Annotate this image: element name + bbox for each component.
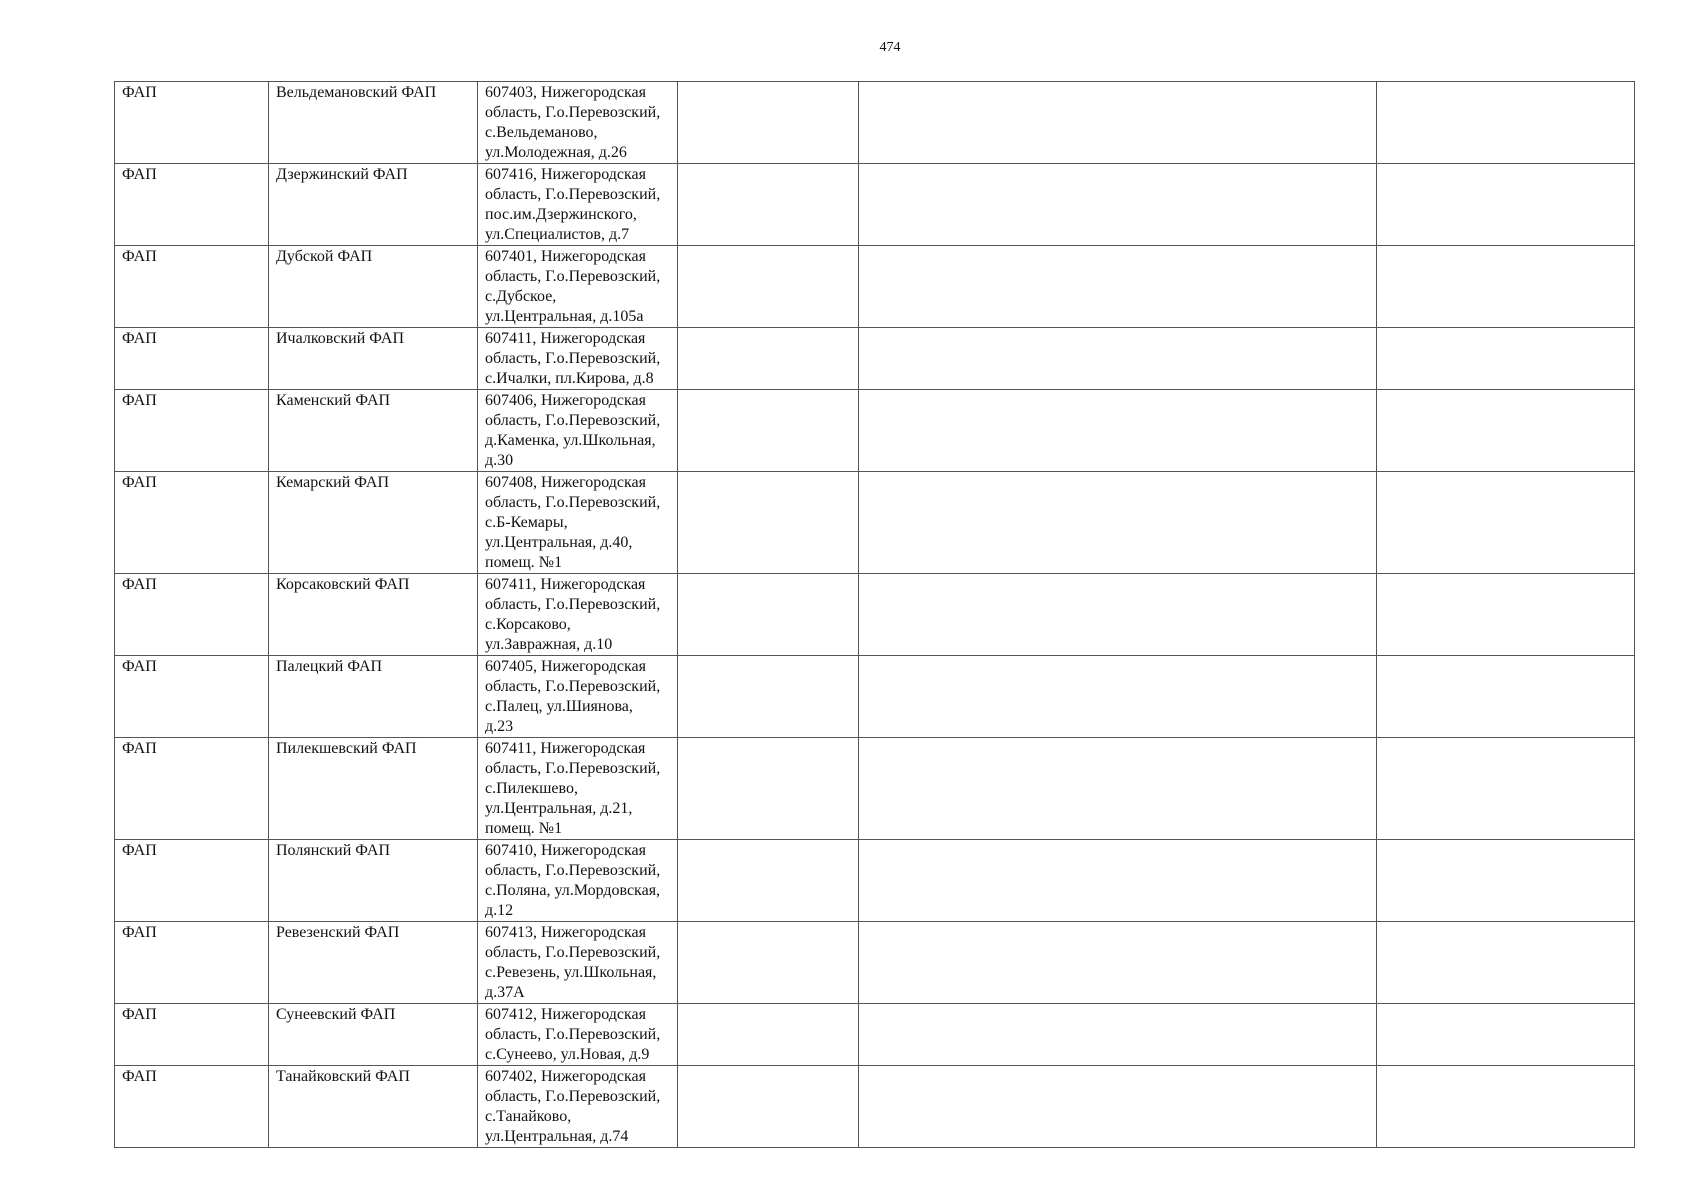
address-line: с.Корсаково,: [485, 616, 571, 633]
address-line: область, Г.о.Перевозский,: [485, 104, 661, 121]
address-line: 607411, Нижегородская: [485, 740, 646, 757]
address-line: с.Палец, ул.Шиянова,: [485, 698, 633, 715]
facility-type-cell: ФАП: [115, 328, 269, 390]
address-line: область, Г.о.Перевозский,: [485, 944, 661, 961]
facility-name-cell: Вельдемановский ФАП: [269, 82, 478, 164]
empty-cell-5: [859, 738, 1377, 840]
empty-cell-6: [1377, 328, 1635, 390]
address-line: с.Сунеево, ул.Новая, д.9: [485, 1046, 650, 1063]
table-row: [115, 328, 1635, 390]
facility-type-cell: ФАП: [115, 574, 269, 656]
page-number: 474: [879, 40, 901, 55]
facility-name-cell: Сунеевский ФАП: [269, 1004, 478, 1066]
empty-cell-6: [1377, 390, 1635, 472]
facility-name-cell: Дзержинский ФАП: [269, 164, 478, 246]
table-row: [115, 840, 1635, 922]
facility-type-cell: ФАП: [115, 164, 269, 246]
address-line: помещ. №1: [485, 820, 563, 837]
empty-cell-5: [859, 656, 1377, 738]
facility-address-cell: [478, 472, 678, 574]
address-line: 607411, Нижегородская: [485, 576, 646, 593]
address-line: д.23: [485, 718, 514, 735]
empty-cell-5: [859, 1004, 1377, 1066]
table-body: [115, 82, 1635, 1148]
empty-cell-6: [1377, 1066, 1635, 1148]
empty-cell-4: [678, 574, 859, 656]
address-line: 607411, Нижегородская: [485, 330, 646, 347]
empty-cell-4: [678, 472, 859, 574]
facility-type-cell: ФАП: [115, 472, 269, 574]
facility-type-cell: ФАП: [115, 1004, 269, 1066]
empty-cell-5: [859, 390, 1377, 472]
registry-table: [114, 81, 1635, 1148]
empty-cell-4: [678, 738, 859, 840]
empty-cell-4: [678, 922, 859, 1004]
address-line: с.Поляна, ул.Мордовская,: [485, 882, 661, 899]
address-line: ул.Молодежная, д.26: [485, 144, 627, 161]
empty-cell-6: [1377, 246, 1635, 328]
empty-cell-6: [1377, 656, 1635, 738]
empty-cell-6: [1377, 472, 1635, 574]
address-line: ул.Завражная, д.10: [485, 636, 613, 653]
address-line: область, Г.о.Перевозский,: [485, 494, 661, 511]
facility-name-cell: Каменский ФАП: [269, 390, 478, 472]
address-line: д.12: [485, 902, 514, 919]
address-line: 607401, Нижегородская: [485, 248, 646, 265]
facility-name-cell: Палецкий ФАП: [269, 656, 478, 738]
address-line: 607408, Нижегородская: [485, 474, 646, 491]
empty-cell-4: [678, 1066, 859, 1148]
address-line: область, Г.о.Перевозский,: [485, 186, 661, 203]
facility-address-cell: [478, 390, 678, 472]
facility-address-cell: [478, 82, 678, 164]
facility-name-cell: Дубской ФАП: [269, 246, 478, 328]
facility-type-cell: ФАП: [115, 922, 269, 1004]
facility-address-cell: [478, 164, 678, 246]
table-row: [115, 1004, 1635, 1066]
facility-name-cell: Ичалковский ФАП: [269, 328, 478, 390]
empty-cell-5: [859, 328, 1377, 390]
address-line: с.Вельдеманово,: [485, 124, 598, 141]
empty-cell-5: [859, 82, 1377, 164]
empty-cell-5: [859, 472, 1377, 574]
facility-name-cell: Танайковский ФАП: [269, 1066, 478, 1148]
facility-address-cell: [478, 656, 678, 738]
empty-cell-5: [859, 922, 1377, 1004]
address-line: область, Г.о.Перевозский,: [485, 678, 661, 695]
address-line: с.Ревезень, ул.Школьная,: [485, 964, 657, 981]
facility-type-cell: ФАП: [115, 246, 269, 328]
table-row: [115, 656, 1635, 738]
empty-cell-6: [1377, 840, 1635, 922]
facility-name-cell: Ревезенский ФАП: [269, 922, 478, 1004]
facility-address-cell: [478, 738, 678, 840]
table-row: [115, 82, 1635, 164]
empty-cell-4: [678, 246, 859, 328]
empty-cell-6: [1377, 82, 1635, 164]
empty-cell-6: [1377, 1004, 1635, 1066]
facility-type-cell: ФАП: [115, 656, 269, 738]
empty-cell-4: [678, 328, 859, 390]
address-line: 607412, Нижегородская: [485, 1006, 646, 1023]
empty-cell-6: [1377, 574, 1635, 656]
facility-type-cell: ФАП: [115, 738, 269, 840]
table-row: [115, 574, 1635, 656]
table-row: [115, 246, 1635, 328]
empty-cell-4: [678, 82, 859, 164]
address-line: ул.Специалистов, д.7: [485, 226, 630, 243]
facility-type-cell: ФАП: [115, 1066, 269, 1148]
table-row: [115, 164, 1635, 246]
address-line: область, Г.о.Перевозский,: [485, 760, 661, 777]
table-row: [115, 922, 1635, 1004]
address-line: область, Г.о.Перевозский,: [485, 1026, 661, 1043]
facility-name-cell: Корсаковский ФАП: [269, 574, 478, 656]
address-line: область, Г.о.Перевозский,: [485, 862, 661, 879]
facility-type-cell: ФАП: [115, 82, 269, 164]
address-line: ул.Центральная, д.40,: [485, 534, 633, 551]
address-line: область, Г.о.Перевозский,: [485, 350, 661, 367]
empty-cell-5: [859, 246, 1377, 328]
empty-cell-4: [678, 840, 859, 922]
facility-address-cell: [478, 840, 678, 922]
table-row: [115, 390, 1635, 472]
empty-cell-4: [678, 1004, 859, 1066]
facility-address-cell: [478, 922, 678, 1004]
empty-cell-4: [678, 656, 859, 738]
empty-cell-6: [1377, 164, 1635, 246]
facility-address-cell: [478, 246, 678, 328]
facility-name-cell: Кемарский ФАП: [269, 472, 478, 574]
facility-type-cell: ФАП: [115, 840, 269, 922]
address-line: с.Дубское,: [485, 288, 557, 305]
address-line: ул.Центральная, д.21,: [485, 800, 633, 817]
empty-cell-5: [859, 1066, 1377, 1148]
address-line: область, Г.о.Перевозский,: [485, 596, 661, 613]
facility-address-cell: [478, 1004, 678, 1066]
address-line: д.30: [485, 452, 514, 469]
address-line: область, Г.о.Перевозский,: [485, 412, 661, 429]
address-line: 607406, Нижегородская: [485, 392, 646, 409]
empty-cell-4: [678, 164, 859, 246]
address-line: 607416, Нижегородская: [485, 166, 646, 183]
empty-cell-5: [859, 574, 1377, 656]
address-line: ул.Центральная, д.105а: [485, 308, 644, 325]
table-row: [115, 472, 1635, 574]
empty-cell-6: [1377, 922, 1635, 1004]
address-line: область, Г.о.Перевозский,: [485, 268, 661, 285]
address-line: 607410, Нижегородская: [485, 842, 646, 859]
address-line: с.Пилекшево,: [485, 780, 578, 797]
address-line: помещ. №1: [485, 554, 563, 571]
address-line: ул.Центральная, д.74: [485, 1128, 629, 1145]
address-line: д.Каменка, ул.Школьная,: [485, 432, 656, 449]
address-line: область, Г.о.Перевозский,: [485, 1088, 661, 1105]
table-row: [115, 1066, 1635, 1148]
empty-cell-5: [859, 164, 1377, 246]
address-line: с.Б-Кемары,: [485, 514, 568, 531]
address-line: пос.им.Дзержинского,: [485, 206, 637, 223]
address-line: д.37А: [485, 984, 525, 1001]
facility-name-cell: Пилекшевский ФАП: [269, 738, 478, 840]
address-line: 607413, Нижегородская: [485, 924, 646, 941]
facility-address-cell: [478, 1066, 678, 1148]
empty-cell-5: [859, 840, 1377, 922]
address-line: с.Танайково,: [485, 1108, 572, 1125]
facility-name-cell: Полянский ФАП: [269, 840, 478, 922]
address-line: 607405, Нижегородская: [485, 658, 646, 675]
facility-address-cell: [478, 328, 678, 390]
address-line: 607403, Нижегородская: [485, 84, 646, 101]
address-line: 607402, Нижегородская: [485, 1068, 646, 1085]
empty-cell-6: [1377, 738, 1635, 840]
facility-type-cell: ФАП: [115, 390, 269, 472]
facility-address-cell: [478, 574, 678, 656]
empty-cell-4: [678, 390, 859, 472]
table-row: [115, 738, 1635, 840]
address-line: с.Ичалки, пл.Кирова, д.8: [485, 370, 654, 387]
